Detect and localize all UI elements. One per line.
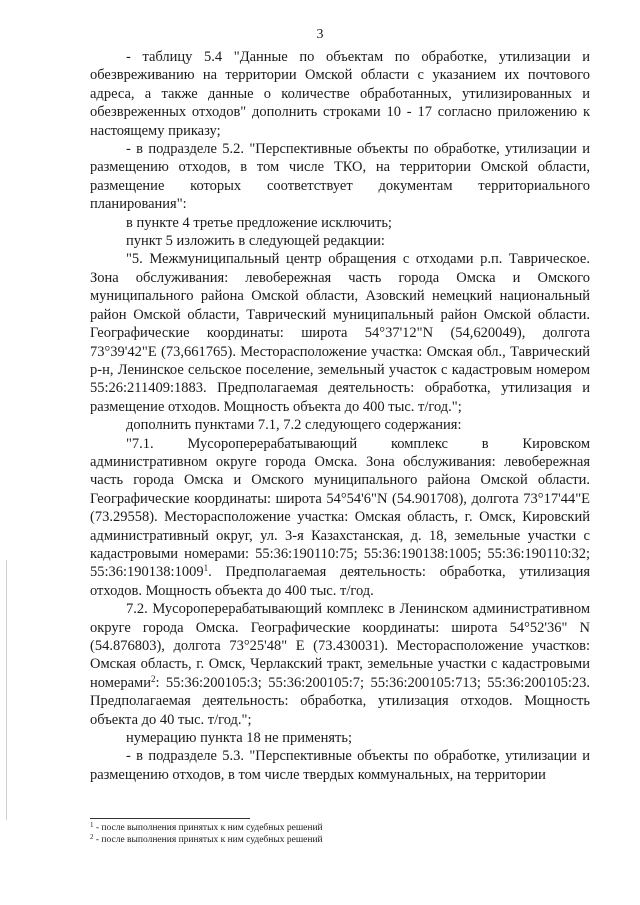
footnote-ref-2: 2 [150,673,156,684]
paragraph-item-7-2 [90,600,590,729]
paragraph-subsection-5-2: - в подразделе 5.2. "Перспективные объекты по обработке, утилизации и размещению отходов, в том числе ТКО, на территории Омской области, размещение которых соответствует документам территориального планирования": [90,141,590,213]
paragraph-add-items: дополнить пунктами 7.1, 7.2 следующего содержания: [126,417,462,434]
paragraph-item-4: в пункте 4 третье предложение исключить; [126,214,392,231]
paragraph-item-7-1 [90,435,590,601]
item-7-2-tail: : 55:36:200105:3; 55:36:200105:7; 55:36:200105:713; 55:36:200105:23. Предполагаемая деятельность: обработка, утилизация отходов. Мощность объекта до 40 тыс. т/год."; [90,674,590,728]
page-number: 3 [316,27,324,42]
footnote-1-text: - после выполнения принятых к ним судебных решений [93,823,323,833]
scan-edge-mark [6,560,7,820]
footnote-2-mark: 2 [90,833,94,841]
footnotes [90,818,590,846]
footnote-1 [90,822,590,834]
paragraph-item-5-text: "5. Межмуниципальный центр обращения с отходами р.п. Таврическое. Зона обслуживания: левобережная часть города Омска и Омского муниципального района Омской области, Азовский немецкий национальный район Омской области, Таврический муниципальный район Омской области. Географические координаты: широта 54°37'12"N (54,620049), долгота 73°39'42"E (73,661765). Месторасположение участка: Омская обл., Таврический р-н, Ленинское сельское поселение, земельный участок с кадастровым номером 55:26:211409:1883. Предполагаемая деятельность: обработка, утилизация и размещение отходов. Мощность объекта до 400 тыс. т/год."; [90,251,590,415]
footnote-2-text: - после выполнения принятых к ним судебных решений [93,835,323,845]
paragraph-item-5-intro: пункт 5 изложить в следующей редакции: [126,233,385,250]
item-7-1-text: "7.1. Мусороперерабатывающий комплекс в Кировском административном округе города Омска. Зона обслуживания: левобережная часть города Омска и Омского муниципального района Омской области. Географические координаты: широта 54°54'6"N (54.901708), долгота 73°17'44"E (73.29558). Месторасположение участка: Омская область, г. Омск, Кировский административный округ, ул. 3-я Казахстанская, д. 18, земельные участки с кадастровыми номерами: 55:36:190110:75; 55:36:190138:1005; 55:36:190110:32; 55:36:190138:1009 [90,435,590,581]
footnote-ref-1: 1 [203,563,209,574]
paragraph-table-5-4: - таблицу 5.4 "Данные по объектам по обработке, утилизации и обезвреживанию на территории Омской области с указанием их почтового адреса, а также данные о количестве обработанных, утилизированных и обезвреженных отходов" дополнить строками 10 - 17 согласно приложению к настоящему приказу; [90,49,590,139]
footnote-divider [90,818,250,819]
paragraph-item-18: нумерацию пункта 18 не применять; [126,730,353,747]
document-body [90,48,590,784]
item-7-2-text: 7.2. Мусороперерабатывающий комплекс в Ленинском административном округе города Омска. Географические координаты: широта 54°52'36" N (54.876803), долгота 73°25'48" E (73.430031). Месторасположение участков: Омская область, г. Омск, Черлакский тракт, земельные участки с кадастровыми номерами [90,601,590,691]
item-7-1-tail: . Предполагаемая деятельность: обработка, утилизация отходов. Мощность объекта до 400 тыс. т/год. [90,564,590,599]
paragraph-subsection-5-3: - в подразделе 5.3. "Перспективные объекты по обработке, утилизации и размещению отходов, в том числе твердых коммунальных, на территории [90,748,590,783]
footnote-1-mark: 1 [90,821,94,829]
footnote-2 [90,834,590,846]
